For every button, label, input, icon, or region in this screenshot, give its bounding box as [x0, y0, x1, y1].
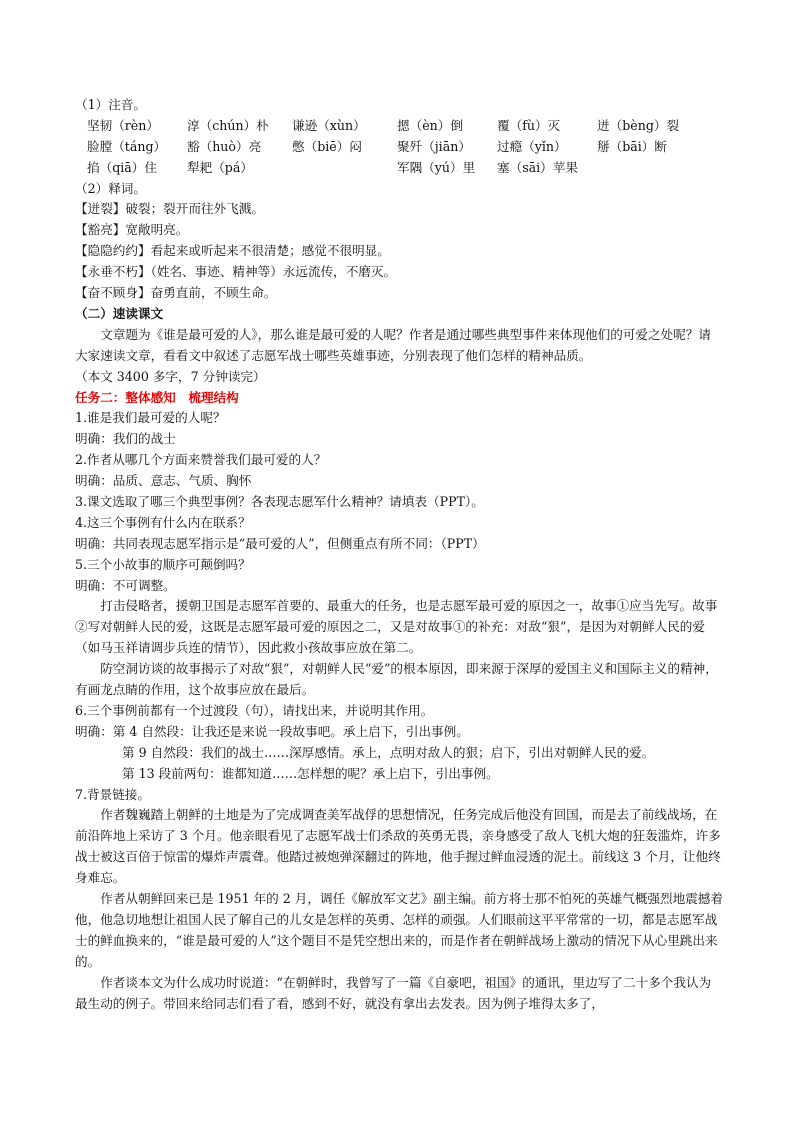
- pinyin-row: [75, 158, 723, 179]
- answer: 明确：共同表现志愿军指示是“最可爱的人”，但侧重点有所不同：（PPT）: [75, 535, 485, 551]
- answer: 明确：不可调整。: [75, 577, 176, 593]
- pinyin-item: 聚歼（jiān）: [397, 138, 471, 154]
- word-def: 奋勇直前，不顾生命。: [150, 285, 277, 301]
- paragraph: 打击侵略者，援朝卫国是志愿军首要的、最重大的任务，也是志愿军最可爱的原因之一，故事①应当先写。故事②写对朝鲜人民的爱，这既是志愿军最可爱的原因之二，又是对故事①的补充：对敌“狠”，是因为对朝鲜人民的爱（如马玉祥请调步兵连的情节），因此救小孩故事应放在第二。: [75, 598, 718, 656]
- question: 7.背景链接。: [75, 786, 150, 802]
- reading-note: （本文 3400 多字，7 分钟读完）: [75, 368, 266, 384]
- word-term: 【奋不顾身】: [75, 285, 151, 301]
- answer: 明确：我们的战士: [75, 431, 176, 447]
- pinyin-row: [75, 137, 723, 158]
- pinyin-item: 摁（èn）倒: [397, 117, 463, 133]
- word-term: 【豁亮】: [75, 222, 126, 238]
- paragraph: 作者魏巍踏上朝鲜的土地是为了完成调查美军战俘的思想情况，任务完成后他没有回国，而是去了前线战场，在前沿阵地上采访了 3 个月。他亲眼看见了志愿军战士们杀敌的英勇无畏，亲身感受了敌人飞机大炮的狂轰滥炸，许多战士被这百倍于惊雷的爆炸声震聋。他踏过被炮弹深翻过的阵地，他手握过鲜血浸透的泥土。前线这 3 个月，让他终身难忘。: [75, 807, 721, 886]
- word-def: 破裂；裂开而往外飞溅。: [125, 201, 264, 217]
- word-term: 【迸裂】: [75, 201, 126, 217]
- answer: 明确：品质、意志、气质、胸怀: [75, 473, 252, 489]
- paragraph: 文章题为《谁是最可爱的人》，那么谁是最可爱的人呢？作者是通过哪些典型事件来体现他们的可爱之处呢？请大家速读文章，看看文中叙述了志愿军战士哪些英雄事迹，分别表现了他们怎样的精神品质。: [75, 326, 711, 363]
- word-term: 【隐隐约约】: [75, 243, 151, 259]
- pinyin-item: 脸膛（táng）: [87, 138, 167, 154]
- section-heading-words: （2）释词。: [75, 180, 146, 196]
- question: 5.三个小故事的顺序可颠倒吗？: [75, 556, 251, 572]
- pinyin-item: 塞（sāi）苹果: [497, 159, 578, 175]
- pinyin-item: 淳（chún）朴: [187, 117, 269, 133]
- pinyin-row: [75, 116, 723, 137]
- word-def: 宽敞明亮。: [125, 222, 189, 238]
- pinyin-item: 迸（bèng）裂: [597, 117, 680, 133]
- question: 4.这三个事例有什么内在联系？: [75, 514, 251, 530]
- pinyin-item: 谦逊（xùn）: [292, 117, 366, 133]
- word-definition: [75, 199, 723, 220]
- pinyin-item: 憋（biē）闷: [292, 138, 362, 154]
- question: 1.谁是我们最可爱的人呢？: [75, 410, 226, 426]
- pinyin-item: 掐（qiā）住: [87, 159, 157, 175]
- word-definition: [75, 241, 723, 262]
- pinyin-item: 军隅（yú）里: [397, 159, 476, 175]
- word-definition: [75, 262, 723, 283]
- paragraph: 作者谈本文为什么成功时说道：“在朝鲜时，我曾写了一篇《自豪吧，祖国》的通讯，里边写了二十多个我认为最生动的例子。带回来给同志们看了看，感到不好，就没有拿出去发表。因为例子堆得太多了，: [75, 974, 712, 1011]
- pinyin-item: [597, 158, 697, 179]
- word-definition: [75, 220, 723, 241]
- pinyin-item: 覆（fù）灭: [497, 117, 561, 133]
- paragraph: 作者从朝鲜回来已是 1951 年的 2 月，调任《解放军文艺》副主编。前方将士那不怕死的英雄气概强烈地震撼着他，他急切地想让祖国人民了解自己的儿女是怎样的英勇、怎样的顽强。人们眼前这平平常常的一切，都是志愿军战士的鲜血换来的，“谁是最可爱的人”这个题目不是凭空想出来的，而是作者在朝鲜战场上激动的情况下从心里跳出来的。: [75, 891, 723, 969]
- pinyin-item: [292, 158, 397, 179]
- word-definition: [75, 283, 723, 304]
- section-heading-pinyin: （1）注音。: [75, 97, 146, 112]
- word-term: 【永垂不朽】: [75, 264, 151, 280]
- word-def: 看起来或听起来不很清楚；感觉不很明显。: [150, 243, 390, 259]
- task-heading: 任务二：整体感知 梳理结构: [75, 389, 239, 405]
- question: 6.三个事例前都有一个过渡段（句），请找出来，并说明其作用。: [75, 702, 434, 718]
- question: 2.作者从哪几个方面来赞誉我们最可爱的人？: [75, 452, 327, 468]
- pinyin-item: 犁耙（pá）: [187, 159, 253, 175]
- answer: 第 13 段前两句：谁都知道……怎样想的呢？承上启下，引出事例。: [122, 765, 499, 781]
- pinyin-item: 过瘾（yǐn）: [497, 138, 567, 154]
- paragraph: 防空洞访谈的故事揭示了对敌“狠”，对朝鲜人民“爱”的根本原因，即来源于深厚的爱国主义和国际主义的精神，有画龙点睛的作用，这个故事应放在最后。: [75, 661, 718, 698]
- pinyin-item: 坚韧（rèn）: [87, 117, 159, 133]
- pinyin-item: 掰（bāi）断: [597, 138, 667, 154]
- word-def: （姓名、事迹、精神等）永远流传，不磨灭。: [150, 264, 397, 280]
- section-heading-speedread: （二）速读课文: [75, 305, 164, 321]
- document-body: [75, 95, 723, 1014]
- pinyin-item: 豁（huò）亮: [187, 138, 262, 154]
- answer: 明确：第 4 自然段：让我还是来说一段故事吧。承上启下，引出事例。: [75, 723, 469, 739]
- answer: 第 9 自然段：我们的战士……深厚感情。承上，点明对敌人的狠；启下，引出对朝鲜人民的爱。: [122, 744, 655, 760]
- question: 3.课文选取了哪三个典型事例？各表现志愿军什么精神？请填表（PPT）。: [75, 493, 484, 509]
